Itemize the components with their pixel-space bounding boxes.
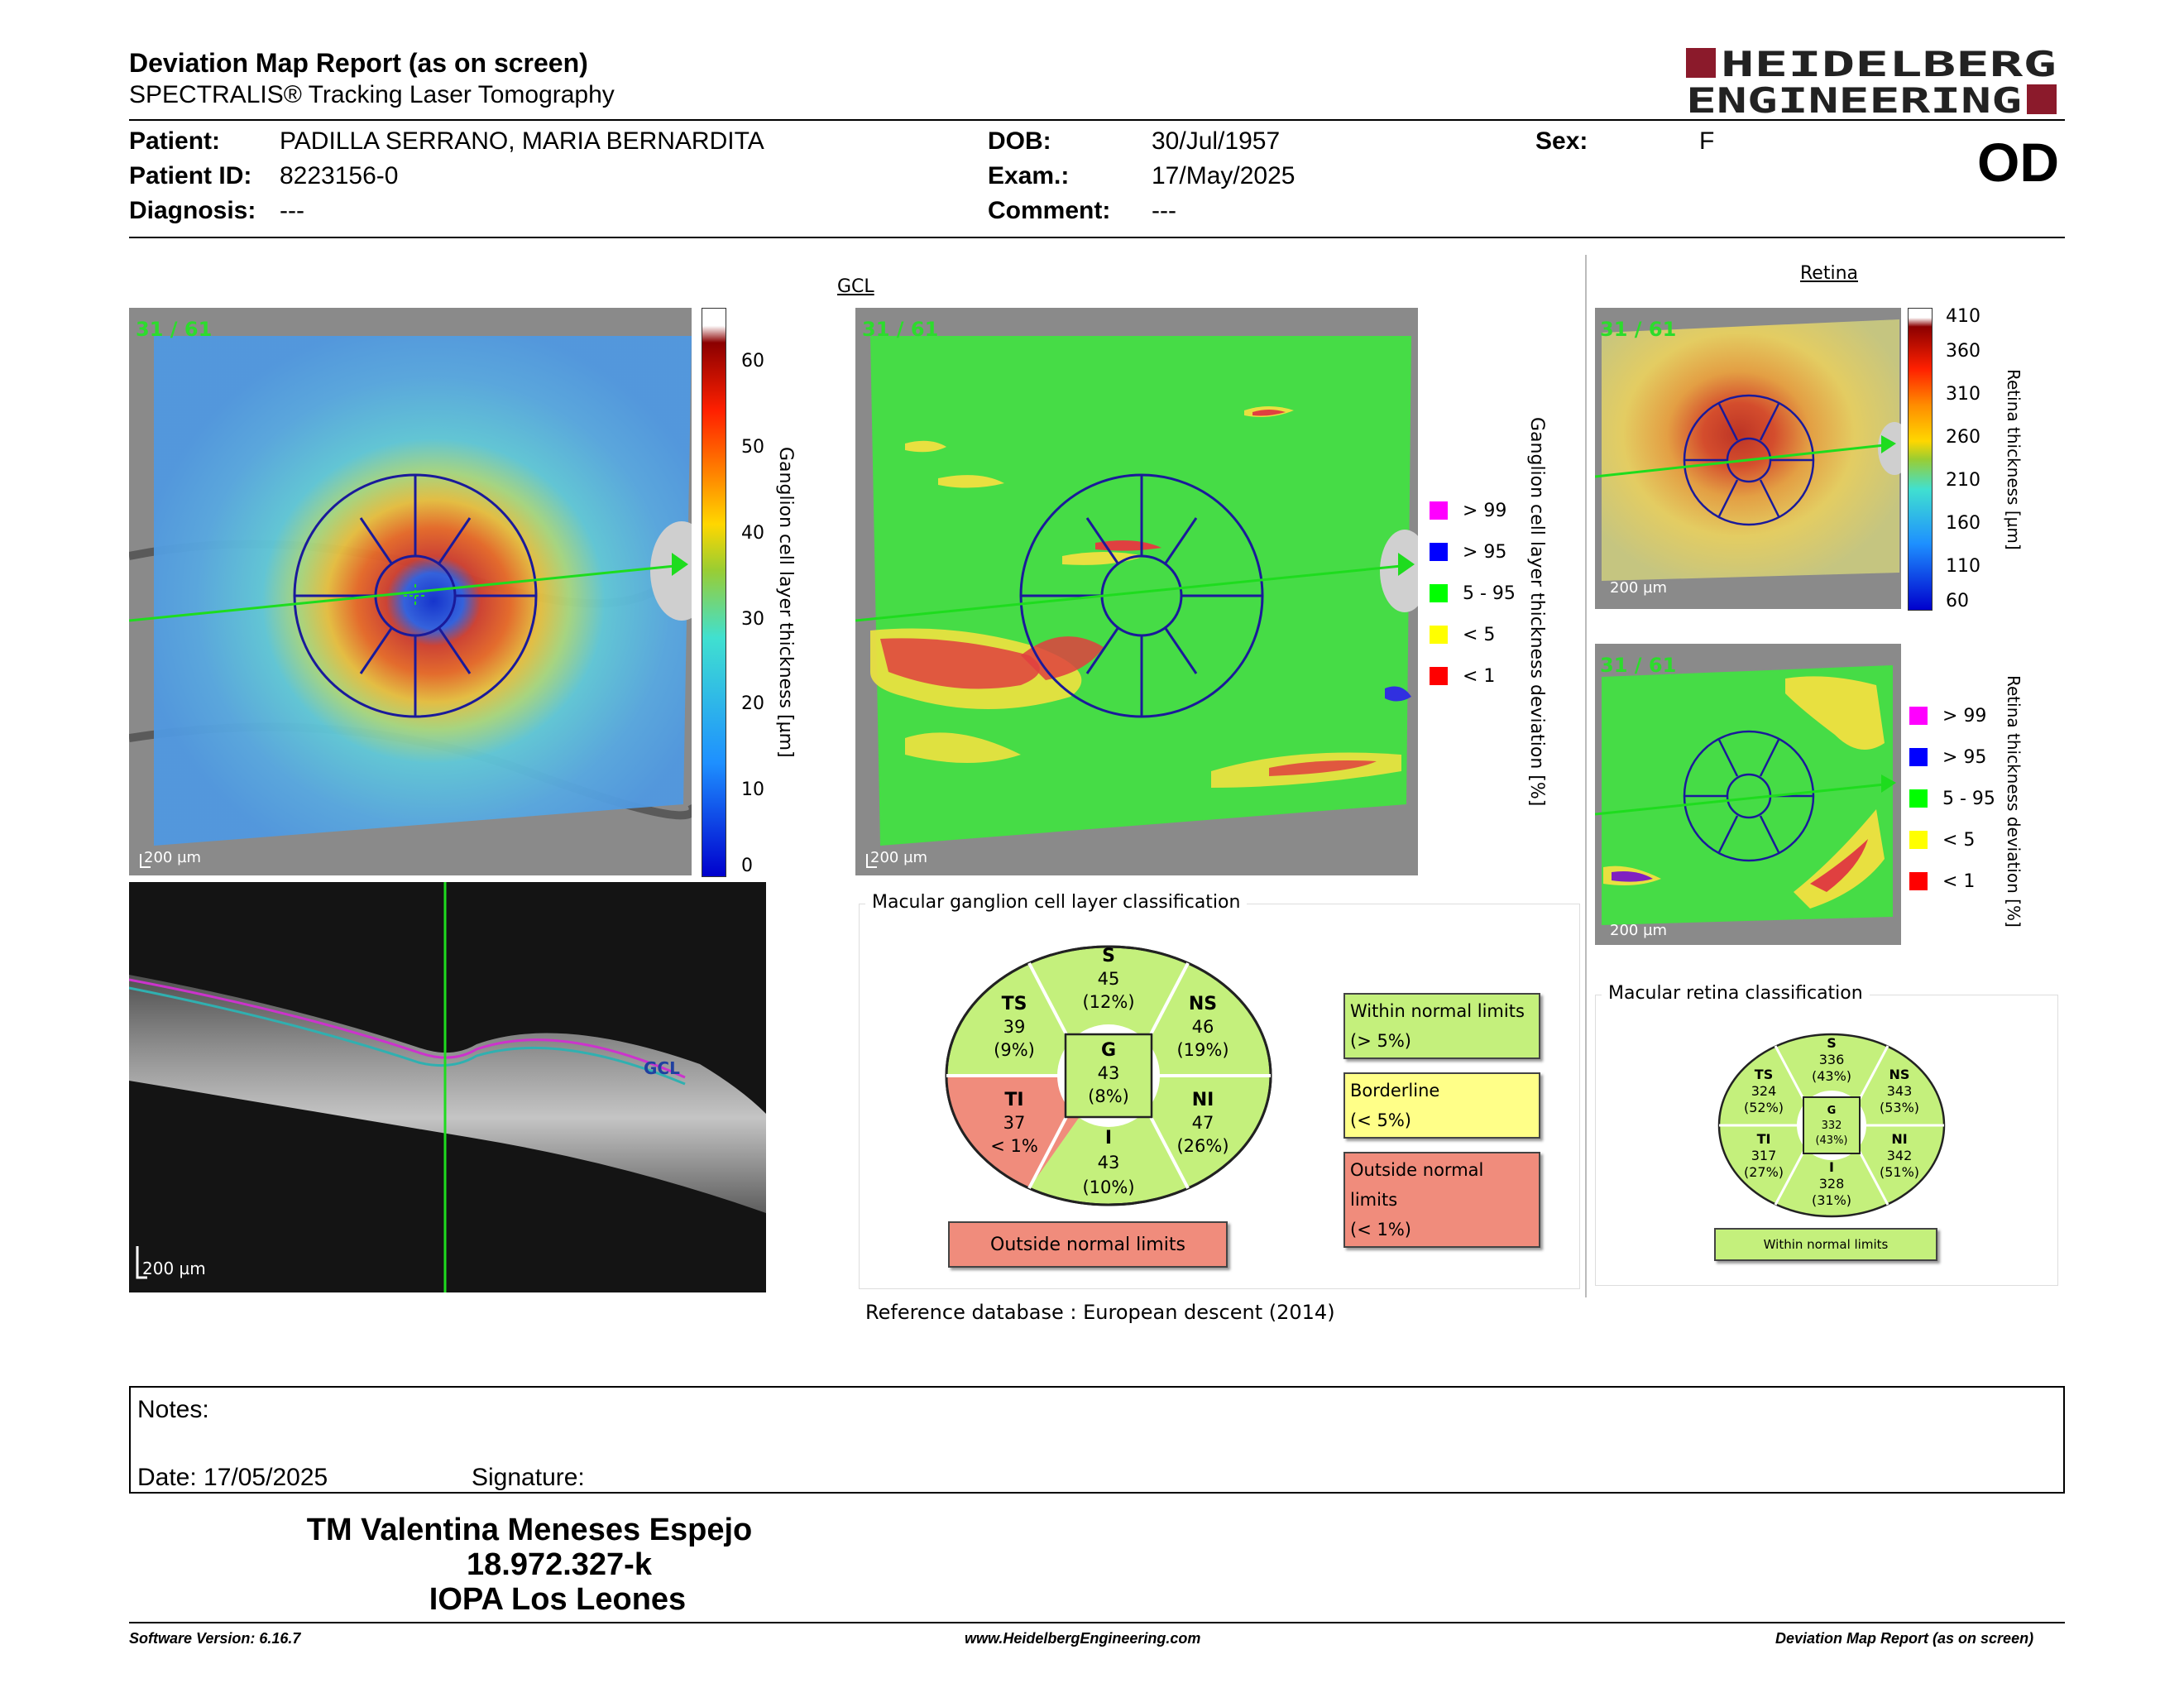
scale-label: 200 µm: [142, 1259, 206, 1278]
legend-label: 5 - 95: [1942, 788, 1995, 809]
image-counter: 31 / 61: [1600, 318, 1677, 341]
colorbar-tick: 310: [1946, 384, 1980, 405]
retina-classification-result: Within normal limits: [1714, 1228, 1937, 1261]
diagnosis-label: Diagnosis:: [129, 197, 256, 224]
report-title: Deviation Map Report (as on screen): [129, 48, 588, 78]
scale-label: 200 µm: [870, 849, 928, 866]
colorbar-tick: 10: [741, 779, 764, 800]
sector-ts-pct: (9%): [994, 1040, 1035, 1060]
logo-square-bottom: [2027, 84, 2057, 114]
gcl-sector-chart: [943, 943, 1274, 1208]
sector-ni-value: 342: [1886, 1148, 1913, 1163]
gcl-colorbar-title: Ganglion cell layer thickness [µm]: [775, 447, 796, 758]
colorbar-tick: 410: [1946, 306, 1980, 327]
legend-within-normal: [1343, 993, 1540, 1059]
legend-borderline: [1343, 1072, 1540, 1139]
sex-label: Sex:: [1535, 127, 1588, 155]
legend-item: [1430, 573, 1516, 614]
colorbar-tick: 60: [1946, 591, 1969, 611]
legend-within-line2: (> 5%): [1350, 1031, 1411, 1051]
colorbar-tick: 60: [741, 351, 764, 372]
legend-within-line1: Within normal limits: [1350, 1001, 1525, 1021]
gcl-classification-title: Macular ganglion cell layer classification: [865, 892, 1247, 913]
legend-swatch: [1430, 543, 1448, 561]
sector-ti-name: TI: [1004, 1090, 1024, 1110]
sector-ts-pct: (52%): [1743, 1100, 1784, 1115]
gcl-thickness-map[interactable]: [129, 308, 692, 875]
legend-swatch: [1909, 789, 1928, 808]
exam-label: Exam.:: [988, 162, 1070, 189]
comment-value: ---: [1152, 197, 1176, 224]
legend-swatch: [1909, 831, 1928, 849]
dob-label: DOB:: [988, 127, 1051, 155]
sector-g-pct: (43%): [1815, 1134, 1848, 1147]
reference-database: Reference database : European descent (2014): [865, 1301, 1335, 1324]
retina-deviation-legend: [1909, 695, 1995, 902]
image-counter: 31 / 61: [136, 318, 213, 341]
legend-item: [1430, 490, 1516, 531]
header-rule: [129, 119, 2065, 121]
gcl-deviation-map[interactable]: [855, 308, 1418, 875]
legend-borderline-line2: (< 5%): [1350, 1110, 1411, 1130]
sex-value: F: [1699, 127, 1715, 155]
legend-item: [1909, 819, 1995, 861]
legend-swatch: [1909, 748, 1928, 766]
oct-bscan[interactable]: [129, 882, 766, 1292]
sector-g-name: G: [1100, 1040, 1117, 1061]
sector-ts-name: TS: [1001, 994, 1027, 1014]
signer-rut: 18.972.327-k: [467, 1547, 652, 1582]
exam-value: 17/May/2025: [1152, 162, 1296, 189]
gcl-colorbar: [702, 308, 726, 877]
legend-swatch: [1430, 584, 1448, 602]
sector-s-pct: (43%): [1811, 1068, 1852, 1084]
sector-ni-name: NI: [1191, 1090, 1214, 1110]
colorbar-tick: 210: [1946, 470, 1980, 491]
legend-swatch: [1909, 707, 1928, 725]
image-counter: 31 / 61: [862, 318, 939, 341]
sector-ns-pct: (53%): [1879, 1100, 1920, 1115]
colorbar-tick: 160: [1946, 513, 1980, 534]
sector-ti-pct: < 1%: [990, 1136, 1038, 1156]
legend-outside-line1: Outside normal limits: [1350, 1160, 1484, 1210]
colorbar-tick: 110: [1946, 556, 1980, 577]
sector-ns-name: NS: [1188, 994, 1218, 1014]
retina-colorbar: [1908, 308, 1933, 611]
gcl-layer-label: GCL: [644, 1058, 680, 1078]
diagnosis-value: ---: [280, 197, 304, 224]
legend-borderline-line1: Borderline: [1350, 1081, 1440, 1101]
colorbar-tick: 360: [1946, 341, 1980, 362]
website-link[interactable]: www.HeidelbergEngineering.com: [965, 1630, 1201, 1647]
dob-value: 30/Jul/1957: [1152, 127, 1281, 155]
colorbar-tick: 260: [1946, 427, 1980, 448]
sector-ni-name: NI: [1891, 1131, 1908, 1147]
report-subtitle: SPECTRALIS® Tracking Laser Tomography: [129, 81, 615, 108]
signer-name: TM Valentina Meneses Espejo: [306, 1513, 753, 1547]
patient-label: Patient:: [129, 127, 221, 155]
legend-item: [1909, 861, 1995, 902]
sector-g-pct: (8%): [1088, 1086, 1129, 1106]
sector-ti-name: TI: [1756, 1131, 1771, 1147]
sector-ti-value: 317: [1751, 1148, 1777, 1163]
legend-swatch: [1430, 626, 1448, 644]
retina-thickness-map[interactable]: [1595, 308, 1901, 609]
legend-swatch: [1430, 667, 1448, 685]
legend-swatch: [1909, 872, 1928, 890]
heidelberg-logo: [1686, 46, 2058, 116]
sector-ns-value: 46: [1191, 1017, 1214, 1037]
software-version: Software Version: 6.16.7: [129, 1630, 301, 1647]
colorbar-tick: 20: [741, 693, 764, 714]
sector-ti-value: 37: [1003, 1113, 1026, 1133]
sector-ts-value: 324: [1751, 1083, 1777, 1099]
retina-colorbar-title: Retina thickness [µm]: [2004, 369, 2024, 550]
legend-label: < 1: [1942, 870, 1976, 892]
notes-box[interactable]: [129, 1386, 2065, 1494]
sector-i-value: 328: [1818, 1176, 1845, 1192]
legend-item: [1430, 531, 1516, 573]
sector-ns-name: NS: [1889, 1067, 1910, 1082]
legend-label: > 99: [1942, 705, 1987, 727]
sector-s-value: 336: [1818, 1052, 1845, 1067]
scale-label: 200 µm: [144, 849, 202, 866]
retina-classification-title: Macular retina classification: [1602, 983, 1870, 1004]
gcl-classification-result: Outside normal limits: [948, 1221, 1228, 1268]
retina-sector-chart: [1716, 1031, 1947, 1220]
legend-item: [1909, 778, 1995, 819]
sector-s-pct: (12%): [1082, 992, 1135, 1012]
legend-item: [1430, 655, 1516, 697]
footer-rule: [129, 1622, 2065, 1623]
sector-i-pct: (31%): [1811, 1192, 1852, 1208]
sector-ns-pct: (19%): [1176, 1040, 1229, 1060]
legend-label: > 99: [1463, 500, 1507, 521]
legend-swatch: [1430, 501, 1448, 520]
legend-item: [1430, 614, 1516, 655]
sector-i-value: 43: [1097, 1153, 1120, 1172]
retina-deviation-map[interactable]: [1595, 644, 1901, 945]
sector-i-name: I: [1104, 1128, 1113, 1149]
legend-label: > 95: [1463, 541, 1507, 563]
sector-g-name: G: [1827, 1105, 1837, 1117]
sector-i-pct: (10%): [1082, 1177, 1135, 1197]
patient-rule: [129, 237, 2065, 238]
sector-ts-name: TS: [1754, 1067, 1774, 1082]
image-counter: 31 / 61: [1600, 654, 1677, 677]
colorbar-tick: 0: [741, 856, 753, 876]
patient-name: PADILLA SERRANO, MARIA BERNARDITA: [280, 127, 764, 155]
sector-i-name: I: [1829, 1159, 1834, 1175]
signer-institution: IOPA Los Leones: [429, 1582, 687, 1617]
colorbar-tick: 50: [741, 437, 764, 458]
comment-label: Comment:: [988, 197, 1111, 224]
legend-label: < 5: [1463, 624, 1496, 645]
footer-report-title: Deviation Map Report (as on screen): [1775, 1630, 2034, 1647]
sector-g-value: 43: [1097, 1063, 1120, 1083]
gcl-deviation-legend: [1430, 490, 1516, 697]
legend-outside-line2: (< 1%): [1350, 1220, 1411, 1240]
sector-s-name: S: [1102, 946, 1115, 966]
colorbar-tick: 30: [741, 609, 764, 630]
legend-label: < 1: [1463, 665, 1496, 687]
gcl-deviation-axis-title: Ganglion cell layer thickness deviation [%]: [1526, 417, 1547, 807]
scale-label: 200 µm: [1610, 579, 1668, 597]
scale-label: 200 µm: [1610, 922, 1668, 939]
sector-ni-pct: (26%): [1176, 1136, 1229, 1156]
legend-item: [1909, 736, 1995, 778]
legend-label: < 5: [1942, 829, 1976, 851]
sector-s-name: S: [1827, 1035, 1837, 1051]
retina-deviation-axis-title: Retina thickness deviation [%]: [2004, 675, 2024, 928]
colorbar-tick: 40: [741, 523, 764, 544]
thickness-overlay: [1602, 319, 1899, 581]
eye-indicator: OD: [1977, 132, 2059, 193]
sector-ts-value: 39: [1003, 1017, 1026, 1037]
sector-ti-pct: (27%): [1743, 1164, 1784, 1180]
sector-ni-pct: (51%): [1879, 1164, 1920, 1180]
notes-signature-label: Signature:: [472, 1464, 585, 1491]
column-divider: [1585, 255, 1587, 1297]
sector-s-value: 45: [1097, 969, 1120, 989]
notes-date: Date: 17/05/2025: [137, 1464, 328, 1491]
notes-label: Notes:: [137, 1396, 209, 1423]
retina-section-title: Retina: [1800, 263, 1858, 284]
legend-item: [1909, 695, 1995, 736]
legend-label: > 95: [1942, 746, 1987, 768]
legend-label: 5 - 95: [1463, 583, 1516, 604]
legend-outside-normal: [1343, 1152, 1540, 1248]
logo-line2: ENGINEERING: [1686, 80, 2022, 116]
gcl-section-title: GCL: [837, 276, 874, 297]
sector-ns-value: 343: [1886, 1083, 1913, 1099]
patient-id: 8223156-0: [280, 162, 399, 189]
patient-id-label: Patient ID:: [129, 162, 252, 189]
logo-square-top: [1686, 48, 1716, 78]
logo-line1: HEIDELBERG: [1721, 46, 2057, 84]
sector-ni-value: 47: [1191, 1113, 1214, 1133]
sector-g-value: 332: [1821, 1120, 1842, 1132]
